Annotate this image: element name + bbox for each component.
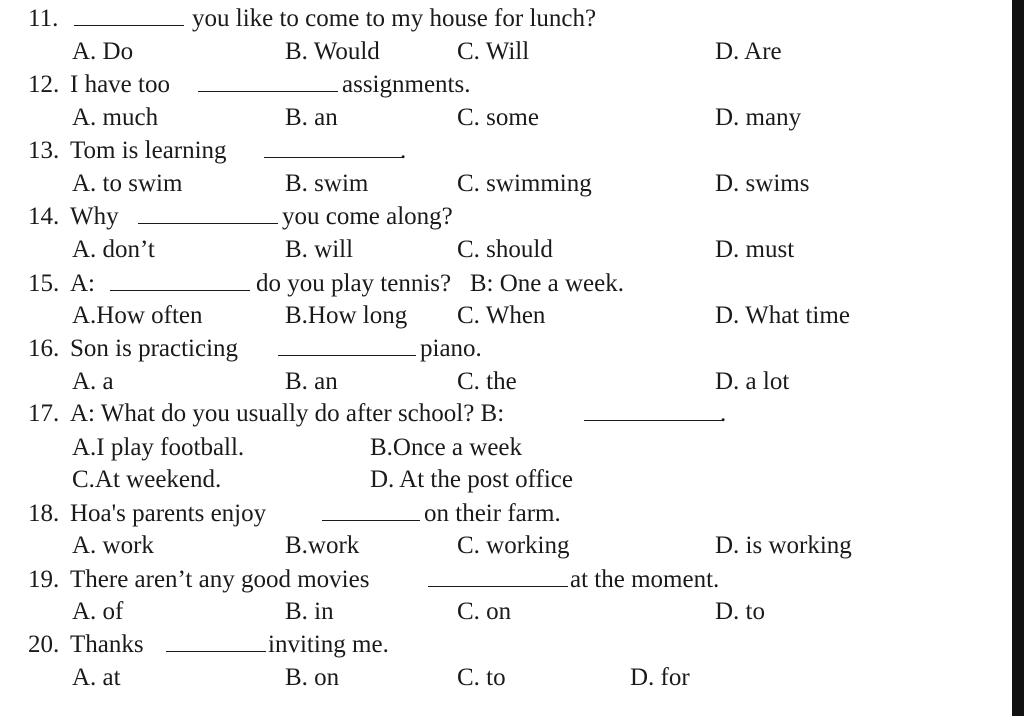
option-d[interactable]: D. At the post office bbox=[370, 466, 573, 493]
question-number: 18. bbox=[28, 500, 60, 527]
question-text: Hoa's parents enjoy bbox=[70, 500, 267, 527]
question-number: 20. bbox=[28, 631, 60, 658]
question-text: do you play tennis? B: One a week. bbox=[256, 270, 624, 297]
option-b[interactable]: B. on bbox=[285, 664, 340, 691]
option-d[interactable]: D. must bbox=[715, 236, 795, 263]
option-a[interactable]: A. Do bbox=[72, 38, 134, 65]
answer-blank bbox=[166, 629, 266, 652]
answer-blank bbox=[322, 498, 420, 521]
option-d[interactable]: D. Are bbox=[715, 38, 782, 65]
option-a[interactable]: A. don’t bbox=[72, 236, 155, 263]
option-b[interactable]: B. an bbox=[285, 104, 338, 131]
answer-blank bbox=[74, 3, 184, 26]
question-number: 16. bbox=[28, 335, 60, 362]
option-b[interactable]: B. will bbox=[285, 236, 354, 263]
question-text: A: What do you usually do after school? B: bbox=[70, 400, 505, 427]
answer-blank bbox=[264, 135, 404, 158]
option-a[interactable]: A. much bbox=[72, 104, 159, 131]
option-a[interactable]: A. to swim bbox=[72, 170, 183, 197]
option-c[interactable]: C. Will bbox=[457, 38, 530, 65]
option-d[interactable]: D. swims bbox=[715, 170, 810, 197]
option-b[interactable]: B. Would bbox=[285, 38, 380, 65]
question-text: inviting me. bbox=[268, 631, 389, 658]
question-number: 11. bbox=[28, 5, 59, 32]
question-text: There aren’t any good movies bbox=[70, 566, 370, 593]
question-text: I have too bbox=[70, 71, 170, 98]
question-text: on their farm. bbox=[424, 500, 561, 527]
answer-blank bbox=[110, 268, 250, 291]
option-c[interactable]: C. to bbox=[457, 664, 506, 691]
question-number: 14. bbox=[28, 203, 60, 230]
option-a[interactable]: A. a bbox=[72, 368, 114, 395]
answer-blank bbox=[198, 69, 338, 92]
option-c[interactable]: C. swimming bbox=[457, 170, 592, 197]
answer-blank bbox=[584, 398, 724, 421]
question-text: assignments. bbox=[342, 71, 471, 98]
option-d[interactable]: D. to bbox=[715, 598, 765, 625]
option-c[interactable]: C.At weekend. bbox=[72, 466, 222, 493]
question-text: piano. bbox=[420, 335, 482, 362]
option-c[interactable]: C. some bbox=[457, 104, 539, 131]
question-text: . bbox=[400, 137, 407, 164]
question-text: A: bbox=[70, 270, 95, 297]
option-a[interactable]: A. of bbox=[72, 598, 124, 625]
option-d[interactable]: D. is working bbox=[715, 532, 852, 559]
option-c[interactable]: C. When bbox=[457, 302, 546, 329]
option-b[interactable]: B. an bbox=[285, 368, 338, 395]
option-d[interactable]: D. What time bbox=[715, 302, 850, 329]
question-number: 13. bbox=[28, 137, 60, 164]
option-c[interactable]: C. should bbox=[457, 236, 553, 263]
question-text: you like to come to my house for lunch? bbox=[192, 5, 597, 32]
option-b[interactable]: B. in bbox=[285, 598, 334, 625]
option-a[interactable]: A.How often bbox=[72, 302, 203, 329]
question-number: 19. bbox=[28, 566, 60, 593]
question-number: 12. bbox=[28, 71, 60, 98]
question-text: Thanks bbox=[70, 631, 144, 658]
answer-blank bbox=[138, 201, 278, 224]
page-edge-bar bbox=[1012, 0, 1024, 716]
question-text: Why bbox=[70, 203, 119, 230]
option-c[interactable]: C. on bbox=[457, 598, 512, 625]
option-a[interactable]: A.I play football. bbox=[72, 434, 245, 461]
option-b[interactable]: B.work bbox=[285, 532, 360, 559]
question-text: . bbox=[720, 400, 727, 427]
answer-blank bbox=[428, 564, 568, 587]
question-number: 15. bbox=[28, 270, 60, 297]
option-b[interactable]: B.Once a week bbox=[370, 434, 523, 461]
option-a[interactable]: A. at bbox=[72, 664, 121, 691]
answer-blank bbox=[278, 333, 416, 356]
option-c[interactable]: C. working bbox=[457, 532, 570, 559]
question-text: at the moment. bbox=[570, 566, 720, 593]
option-c[interactable]: C. the bbox=[457, 368, 517, 395]
option-b[interactable]: B. swim bbox=[285, 170, 369, 197]
option-b[interactable]: B.How long bbox=[285, 302, 408, 329]
option-d[interactable]: D. many bbox=[715, 104, 802, 131]
option-d[interactable]: D. a lot bbox=[715, 368, 790, 395]
question-text: Tom is learning bbox=[70, 137, 227, 164]
option-d[interactable]: D. for bbox=[630, 664, 690, 691]
question-text: Son is practicing bbox=[70, 335, 239, 362]
question-text: you come along? bbox=[282, 203, 453, 230]
option-a[interactable]: A. work bbox=[72, 532, 154, 559]
question-number: 17. bbox=[28, 400, 60, 427]
